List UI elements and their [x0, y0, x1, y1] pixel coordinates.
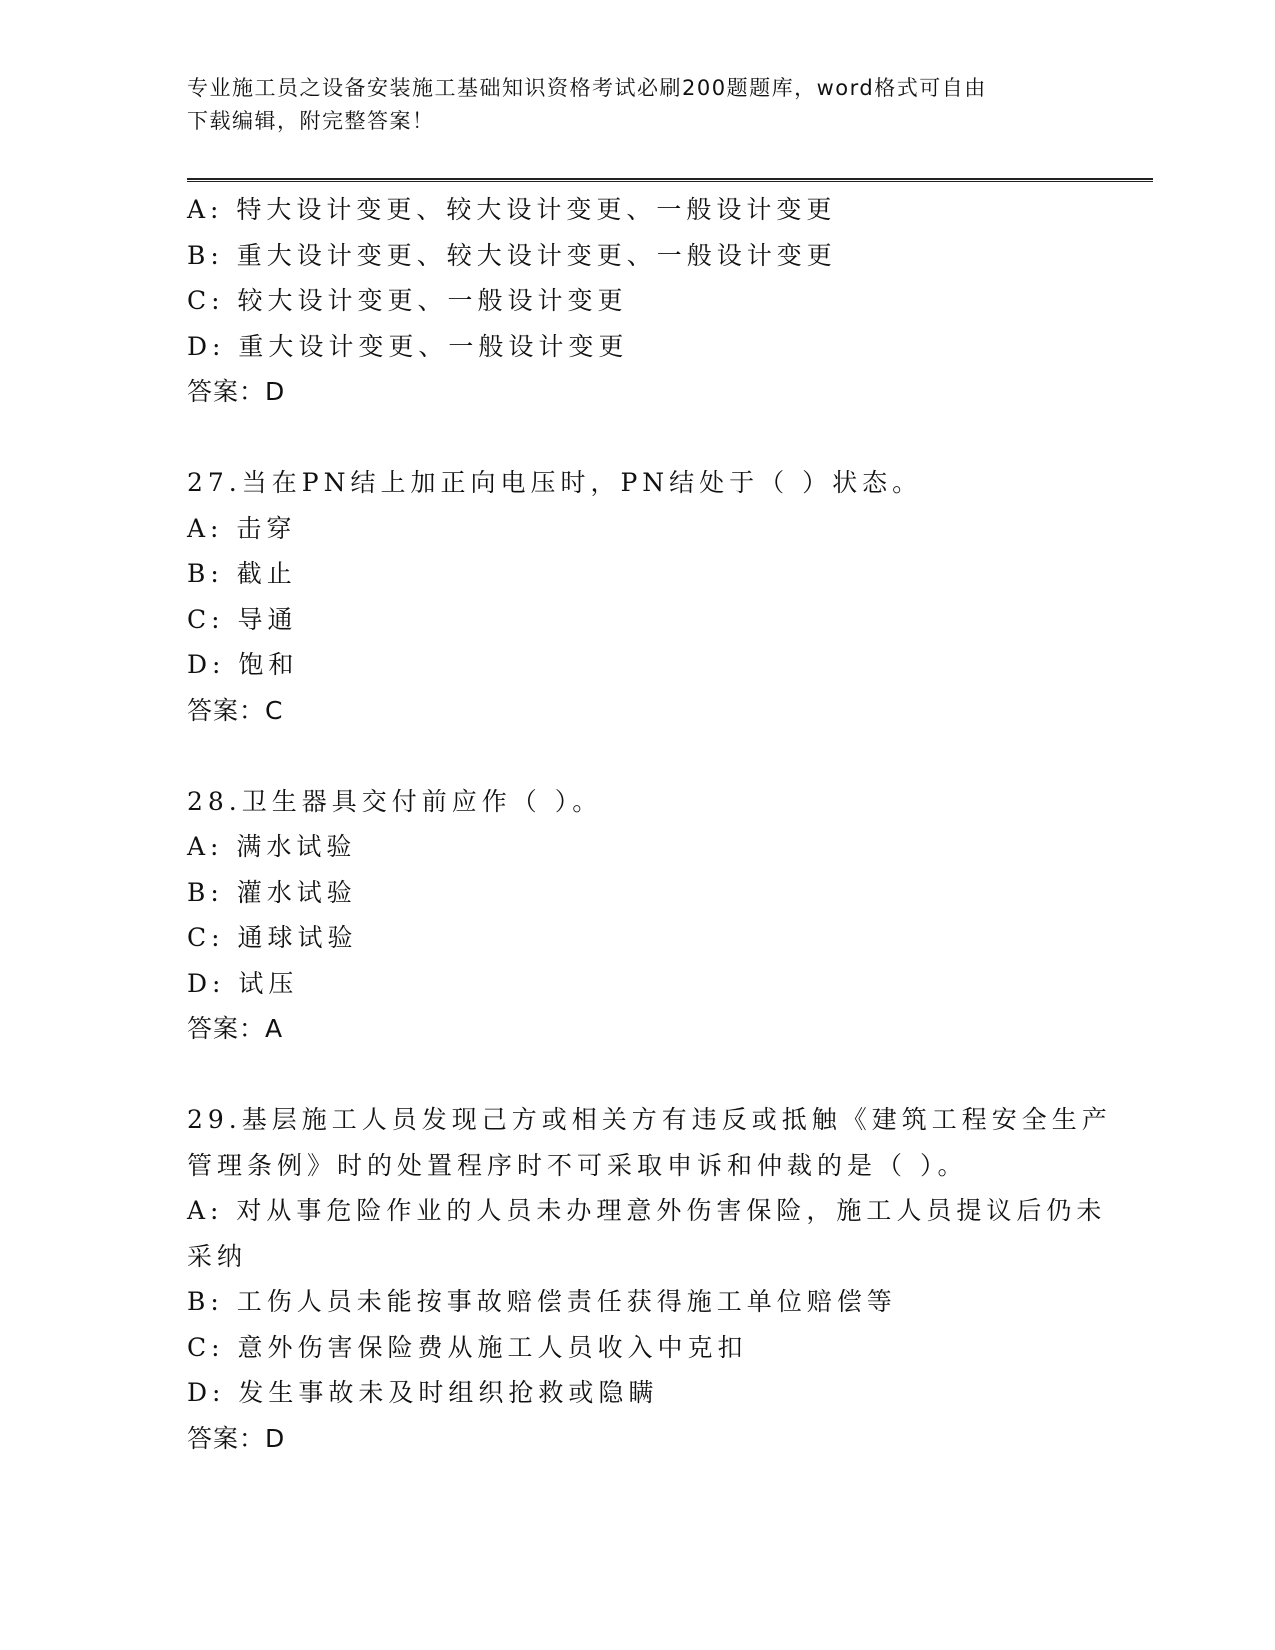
- answer: 答案：C: [187, 695, 284, 725]
- option-b: B: 工伤人员未能按事故赔偿责任获得施工单位赔偿等: [187, 1287, 897, 1316]
- option-a: A: 击穿: [187, 513, 297, 543]
- spacer: [187, 415, 1087, 461]
- question-29: [187, 1097, 1112, 1461]
- question-stem-line-1: 29.基层施工人员发现己方或相关方有违反或抵触《建筑工程安全生产: [187, 1105, 1112, 1134]
- option-b: B: 重大设计变更、较大设计变更、一般设计变更: [187, 240, 837, 270]
- question-28: [187, 779, 1087, 1052]
- header-line-2: 下载编辑，附完整答案！: [187, 109, 435, 133]
- question-27: [187, 460, 1087, 733]
- option-d: D: 发生事故未及时组织抢救或隐瞒: [187, 1378, 659, 1407]
- option-d: D: 饱和: [187, 650, 299, 679]
- option-c: C: 通球试验: [187, 923, 358, 952]
- question-stem: 28.卫生器具交付前应作（ ）。: [187, 786, 603, 816]
- option-b: B: 灌水试验: [187, 877, 357, 907]
- spacer: [187, 733, 1087, 779]
- answer: 答案：D: [187, 377, 286, 406]
- question-stem-line-2: 管理条例》时的处置程序时不可采取申诉和仲裁的是（ ）。: [187, 1150, 968, 1180]
- option-c: C: 较大设计变更、一般设计变更: [187, 286, 628, 315]
- option-c: C: 导通: [187, 604, 298, 634]
- spacer: [187, 1052, 1087, 1098]
- option-a-line-2: 采纳: [187, 1241, 248, 1271]
- option-a-line-1: A: 对从事危险作业的人员未办理意外伤害保险，施工人员提议后仍未: [187, 1196, 1107, 1225]
- question-list: [187, 187, 1112, 1461]
- header-divider: [187, 178, 1153, 182]
- option-a: A: 特大设计变更、较大设计变更、一般设计变更: [187, 195, 837, 224]
- question-stem: 27.当在PN结上加正向电压时，PN结处于（ ）状态。: [187, 468, 923, 497]
- answer: 答案：D: [187, 1423, 286, 1453]
- option-a: A: 满水试验: [187, 832, 357, 861]
- page-header: [187, 72, 1067, 138]
- option-d: D: 试压: [187, 968, 299, 998]
- answer: 答案：A: [187, 1014, 284, 1043]
- option-d: D: 重大设计变更、一般设计变更: [187, 331, 629, 361]
- option-c: C: 意外伤害保险费从施工人员收入中克扣: [187, 1332, 748, 1362]
- question-26: [187, 187, 1087, 415]
- option-b: B: 截止: [187, 559, 297, 588]
- header-line-1: 专业施工员之设备安装施工基础知识资格考试必刷200题题库，word格式可自由: [187, 76, 987, 100]
